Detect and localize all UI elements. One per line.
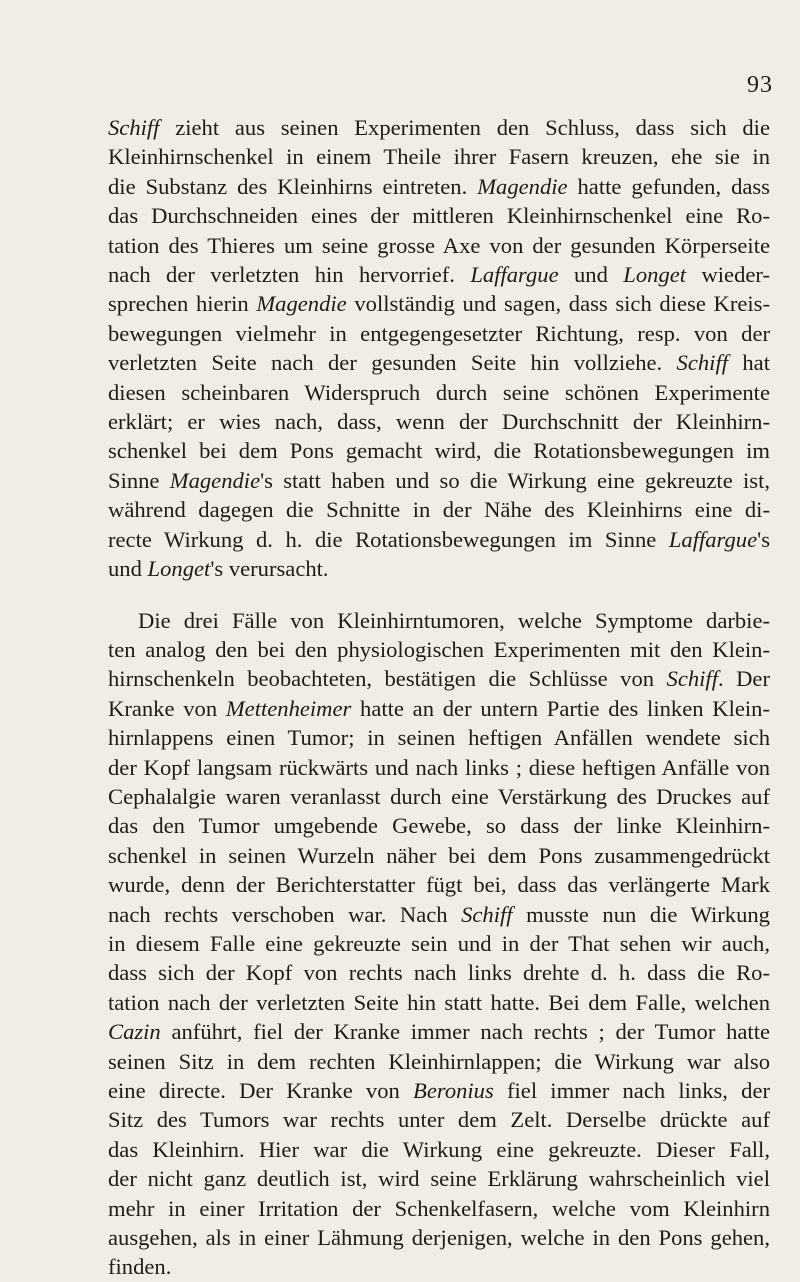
text-run: Cephalalgie waren veranlasst durch eine Verstärkung des Druckes auf	[108, 783, 770, 809]
cited-name: Laffargue	[668, 526, 758, 552]
text-run: schenkel in seinen Wurzeln näher bei dem Pons zusammengedrückt	[108, 842, 770, 868]
text-run: wieder-	[686, 262, 770, 288]
text-line	[108, 525, 770, 554]
text-line	[108, 466, 770, 495]
text-run: der Kopf langsam rückwärts und nach links ; diese heftigen Anfälle von	[108, 754, 770, 780]
paragraph	[108, 113, 770, 584]
text-line	[108, 201, 770, 230]
text-line	[108, 664, 770, 693]
text-run: vollständig und sagen, dass sich diese Kreis-	[346, 291, 770, 317]
text-line	[108, 113, 770, 142]
cited-name: Beronius	[413, 1078, 494, 1103]
text-run: hatte gefunden, dass	[567, 173, 770, 199]
text-line	[108, 694, 770, 723]
text-line	[108, 319, 770, 348]
cited-name: Magendie	[169, 467, 261, 493]
text-line	[108, 348, 770, 377]
text-line	[108, 723, 770, 752]
cited-name: Laffargue	[470, 262, 559, 288]
text-run: . Der	[718, 666, 770, 692]
text-run: bewegungen vielmehr in entgegengesetzter Richtung, resp. von der	[108, 320, 770, 346]
text-line	[108, 782, 770, 811]
text-run: die Substanz des Kleinhirns eintreten.	[108, 173, 478, 199]
text-run: während dagegen die Schnitte in der Nähe des Kleinhirns eine di-	[108, 497, 770, 523]
text-run: hatte an der untern Partie des linken Klein-	[351, 695, 770, 721]
text-line	[108, 172, 770, 201]
cited-name: Schiff	[676, 350, 729, 376]
text-line	[108, 606, 770, 635]
text-line	[108, 1194, 770, 1223]
cited-name: Mettenheimer	[225, 695, 352, 721]
text-run: der nicht ganz deutlich ist, wird seine Erklärung wahrscheinlich viel	[108, 1166, 770, 1192]
text-line	[108, 958, 770, 987]
text-run: das Durchschneiden eines der mittleren Kleinhirnschenkel eine Ro-	[108, 203, 770, 229]
text-run: Sinne	[108, 467, 170, 493]
text-run: nach der verletzten hin hervorrief.	[108, 262, 471, 288]
text-line	[108, 1076, 770, 1105]
text-line	[108, 436, 770, 465]
text-line	[108, 841, 770, 870]
cited-name: Longet	[623, 262, 687, 288]
text-run: finden.	[108, 1254, 172, 1280]
text-run: zieht aus seinen Experimenten den Schluss, dass sich die	[159, 115, 770, 140]
text-run: verletzten Seite nach der gesunden Seite hin vollziehe.	[108, 350, 677, 376]
text-run: Die drei Fälle von Kleinhirntumoren, welche Symptome darbie-	[138, 607, 770, 633]
text-line	[108, 929, 770, 958]
text-run: Sitz des Tumors war rechts unter dem Zelt. Derselbe drückte auf	[108, 1107, 770, 1133]
text-line	[108, 554, 770, 583]
text-run: musste nun die Wirkung	[512, 901, 770, 927]
cited-name: Longet	[147, 556, 211, 582]
text-run: dass sich der Kopf von rechts nach links drehte d. h. dass die Ro-	[108, 960, 770, 986]
cited-name: Magendie	[256, 291, 347, 317]
paragraph	[108, 606, 770, 1282]
text-run: wurde, denn der Berichterstatter fügt bei, dass das verlängerte Mark	[108, 872, 770, 898]
text-run: und	[558, 262, 624, 288]
text-run: eine directe. Der Kranke von	[108, 1078, 414, 1103]
text-line	[108, 407, 770, 436]
cited-name: Magendie	[477, 173, 568, 199]
text-run: sprechen hierin	[108, 291, 257, 317]
text-line	[108, 1223, 770, 1252]
text-run: erklärt; er wies nach, dass, wenn der Durchschnitt der Kleinhirn-	[108, 409, 770, 435]
text-run: das den Tumor umgebende Gewebe, so dass der linke Kleinhirn-	[108, 813, 770, 839]
text-run: 's	[757, 526, 770, 552]
cited-name: Schiff	[461, 901, 513, 927]
text-line	[108, 1105, 770, 1134]
text-run: und	[108, 556, 148, 582]
text-run: hirnschenkeln beobachteten, bestätigen die Schlüsse von	[108, 666, 667, 692]
text-line	[108, 1047, 770, 1076]
text-line	[108, 231, 770, 260]
text-line	[108, 142, 770, 171]
text-run: Kranke von	[108, 695, 226, 721]
cited-name: Schiff	[108, 115, 160, 140]
text-run: Kleinhirnschenkel in einem Theile ihrer Fasern kreuzen, ehe sie in	[108, 144, 770, 170]
text-run: schenkel bei dem Pons gemacht wird, die Rotationsbewegungen im	[108, 438, 770, 464]
text-run: ten analog den bei den physiologischen Experimenten mit den Klein-	[108, 636, 770, 662]
text-line	[108, 260, 770, 289]
text-line	[108, 1252, 770, 1281]
text-run: in diesem Falle eine gekreuzte sein und in der That sehen wir auch,	[108, 930, 770, 956]
text-run: nach rechts verschoben war. Nach	[108, 901, 462, 927]
text-run: recte Wirkung d. h. die Rotationsbewegungen im Sinne	[108, 526, 669, 552]
page-number: 93	[747, 72, 773, 98]
text-run: mehr in einer Irritation der Schenkelfasern, welche vom Kleinhirn	[108, 1195, 770, 1221]
text-line	[108, 988, 770, 1017]
text-line	[108, 289, 770, 318]
text-line	[108, 635, 770, 664]
cited-name: Schiff	[666, 666, 718, 692]
text-line	[108, 870, 770, 899]
text-run: tation nach der verletzten Seite hin statt hatte. Bei dem Falle, welchen	[108, 989, 770, 1015]
text-run: diesen scheinbaren Widerspruch durch seine schönen Experimente	[108, 379, 770, 405]
text-line	[108, 1135, 770, 1164]
body-text	[108, 113, 770, 1282]
text-line	[108, 900, 770, 929]
text-run: 's statt haben und so die Wirkung eine gekreuzte ist,	[260, 467, 771, 493]
cited-name: Cazin	[108, 1019, 161, 1045]
text-run: 's verursacht.	[210, 556, 329, 582]
text-line	[108, 753, 770, 782]
text-run: tation des Thieres um seine grosse Axe von der gesunden Körperseite	[108, 232, 770, 258]
text-run: ausgehen, als in einer Lähmung derjenigen, welche in den Pons gehen,	[108, 1225, 770, 1251]
text-run: das Kleinhirn. Hier war die Wirkung eine gekreuzte. Dieser Fall,	[108, 1136, 770, 1162]
text-line	[108, 1164, 770, 1193]
text-run: anführt, fiel der Kranke immer nach rechts ; der Tumor hatte	[160, 1019, 770, 1045]
text-run: fiel immer nach links, der	[493, 1078, 770, 1103]
text-run: hat	[728, 350, 770, 376]
text-line	[108, 1017, 770, 1046]
text-line	[108, 378, 770, 407]
text-run: hirnlappens einen Tumor; in seinen heftigen Anfällen wendete sich	[108, 725, 770, 751]
text-run: seinen Sitz in dem rechten Kleinhirnlappen; die Wirkung war also	[108, 1048, 770, 1074]
text-line	[108, 811, 770, 840]
text-line	[108, 495, 770, 524]
